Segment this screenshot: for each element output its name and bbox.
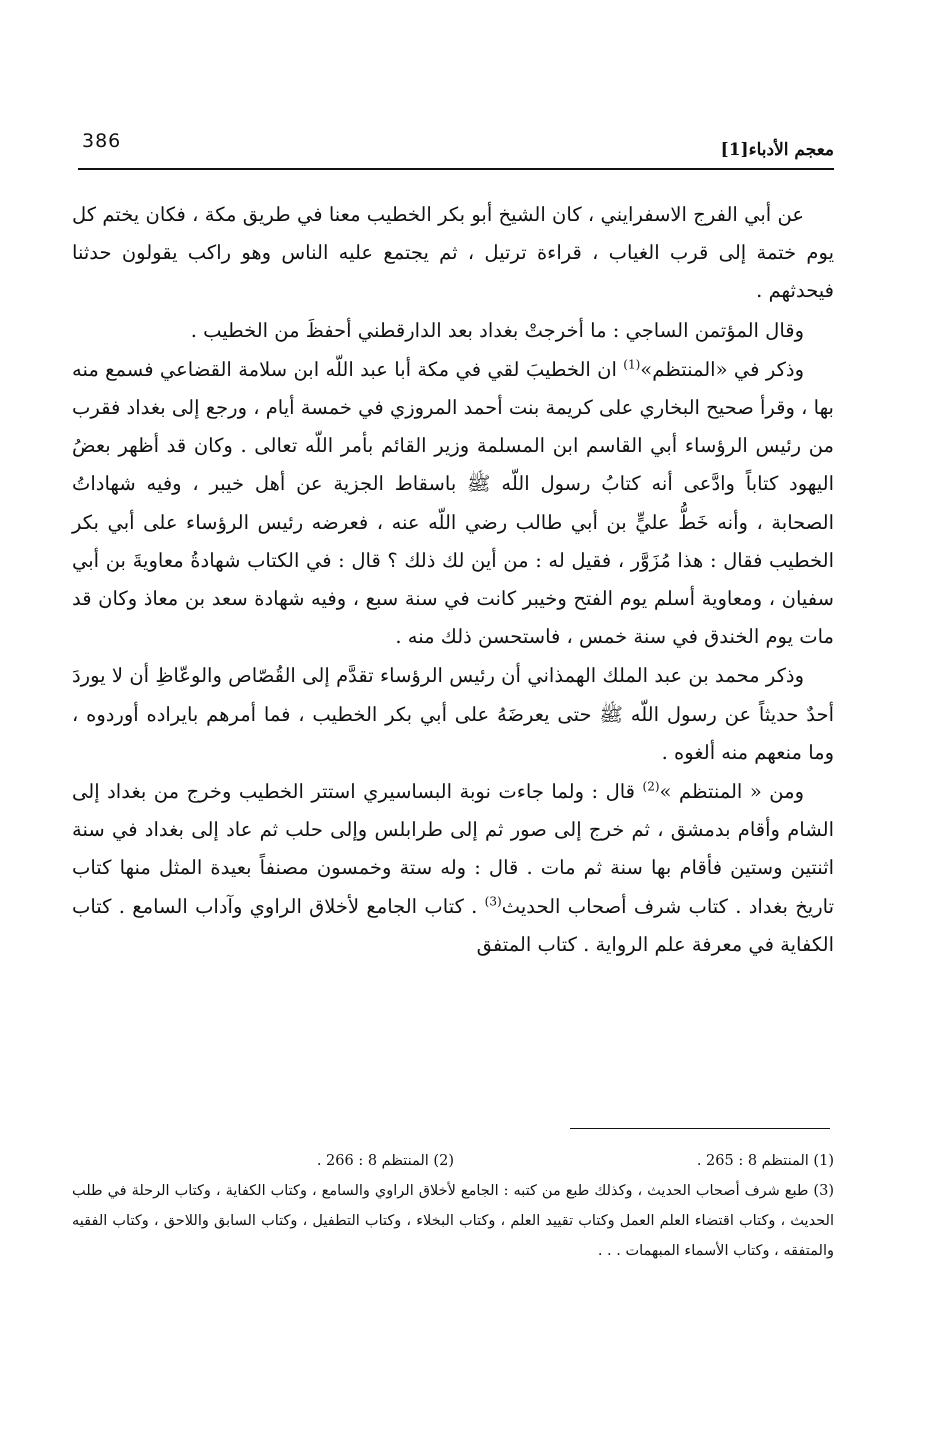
footnote-rule bbox=[570, 1128, 830, 1129]
paragraph-5-lead: ومن « المنتظم » bbox=[659, 780, 804, 804]
paragraph-3-lead: وذكر في «المنتظم» bbox=[640, 357, 804, 381]
page-number: 386 bbox=[82, 130, 122, 152]
running-header bbox=[78, 130, 834, 174]
main-text bbox=[72, 196, 834, 965]
paragraph-3 bbox=[72, 351, 834, 657]
footnote-ref-3: (3) bbox=[484, 894, 502, 909]
footnote-3: (3) طبع شرف أصحاب الحديث ، وكذلك طبع من كتبه : الجامع لأخلاق الراوي والسامع ، وكتاب الكفاية ، وكتاب الرحلة في طلب الحديث ، وكتاب اقتضاء العلم العمل وكتاب تقييد العلم ، وكتاب البخلاء ، وكتاب التطفيل ، وكتاب السابق واللاحق ، وكتاب الفقيه والمتفقه ، وكتاب الأسماء المبهمات . . . bbox=[72, 1183, 834, 1259]
paragraph-5 bbox=[72, 773, 834, 964]
paragraph-3-body: ان الخطيبَ لقي في مكة أبا عبد اللّه ابن سلامة القضاعي فسمع منه بها ، وقرأ صحيح البخاري على كريمة بنت أحمد المروزي في خمسة أيام ، ورجع إلى بغداد فقرب من رئيس الرؤساء أبي القاسم ابن المسلمة وزير القائم بأمر اللّه تعالى . وكان قد أظهر بعضُ اليهود كتاباً وادَّعى أنه كتابُ رسول اللّه ﷺ باسقاط الجزية عن أهل خيبر ، وفيه شهاداتُ الصحابة ، وأنه خَطُّ عليٍّ بن أبي طالب رضي اللّه عنه ، فعرضه رئيس الرؤساء على أبي بكر الخطيب فقال : هذا مُزَوَّر ، فقيل له : من أين لك ذلك ؟ قال : في الكتاب شهادةُ معاويةَ بن أبي سفيان ، ومعاوية أسلم يوم الفتح وخيبر كانت في سنة سبع ، وفيه شهادة سعد بن معاذ وكان قد مات يوم الخندق في سنة خمس ، فاستحسن ذلك منه . bbox=[72, 357, 834, 649]
book-title: معجم الأدباء[1] bbox=[720, 140, 834, 160]
paragraph-5-tail: . كتاب الجامع لأخلاق الراوي وآداب السامع . كتاب الكفاية في معرفة علم الرواية . كتاب المتفق bbox=[72, 894, 834, 956]
footnote-ref-2: (2) bbox=[642, 779, 660, 794]
paragraph-2: وقال المؤتمن الساجي : ما أخرجتْ بغداد بعد الدارقطني أحفظَ من الخطيب . bbox=[190, 318, 804, 342]
paragraph-1: عن أبي الفرج الاسفرايني ، كان الشيخ أبو بكر الخطيب معنا في طريق مكة ، فكان يختم كل يوم ختمة إلى قرب الغياب ، قراءة ترتيل ، ثم يجتمع عليه الناس وهو راكب يقولون حدثنا فيحدثهم . bbox=[72, 203, 834, 303]
footnote-1: (1) المنتظم 8 : 265 . bbox=[696, 1153, 834, 1169]
header-rule bbox=[78, 168, 834, 170]
footnote-2: (2) المنتظم 8 : 266 . bbox=[316, 1153, 454, 1169]
footnote-ref-1: (1) bbox=[623, 357, 641, 372]
paragraph-5-body: قال : ولما جاءت نوبة البساسيري استتر الخطيب وخرج من بغداد إلى الشام وأقام بدمشق ، ثم خرج إلى صور ثم إلى طرابلس وإلى حلب ثم عاد إلى بغداد في سنة اثنتين وستين فأقام بها سنة ثم مات . قال : وله ستة وخمسون مصنفاً بعيدة المثل منها كتاب تاريخ بغداد . كتاب شرف أصحاب الحديث bbox=[72, 780, 834, 918]
paragraph-4: وذكر محمد بن عبد الملك الهمذاني أن رئيس الرؤساء تقدَّم إلى القُصّاص والوعّاظِ أن لا يوردَ أحدٌ حديثاً عن رسول اللّه ﷺ حتى يعرضَهُ على أبي بكر الخطيب ، فما أمرهم بايراده أوردوه ، وما منعهم منه ألغوه . bbox=[72, 664, 834, 764]
footnotes bbox=[72, 1146, 834, 1266]
footnote-row-1-2 bbox=[72, 1146, 834, 1176]
